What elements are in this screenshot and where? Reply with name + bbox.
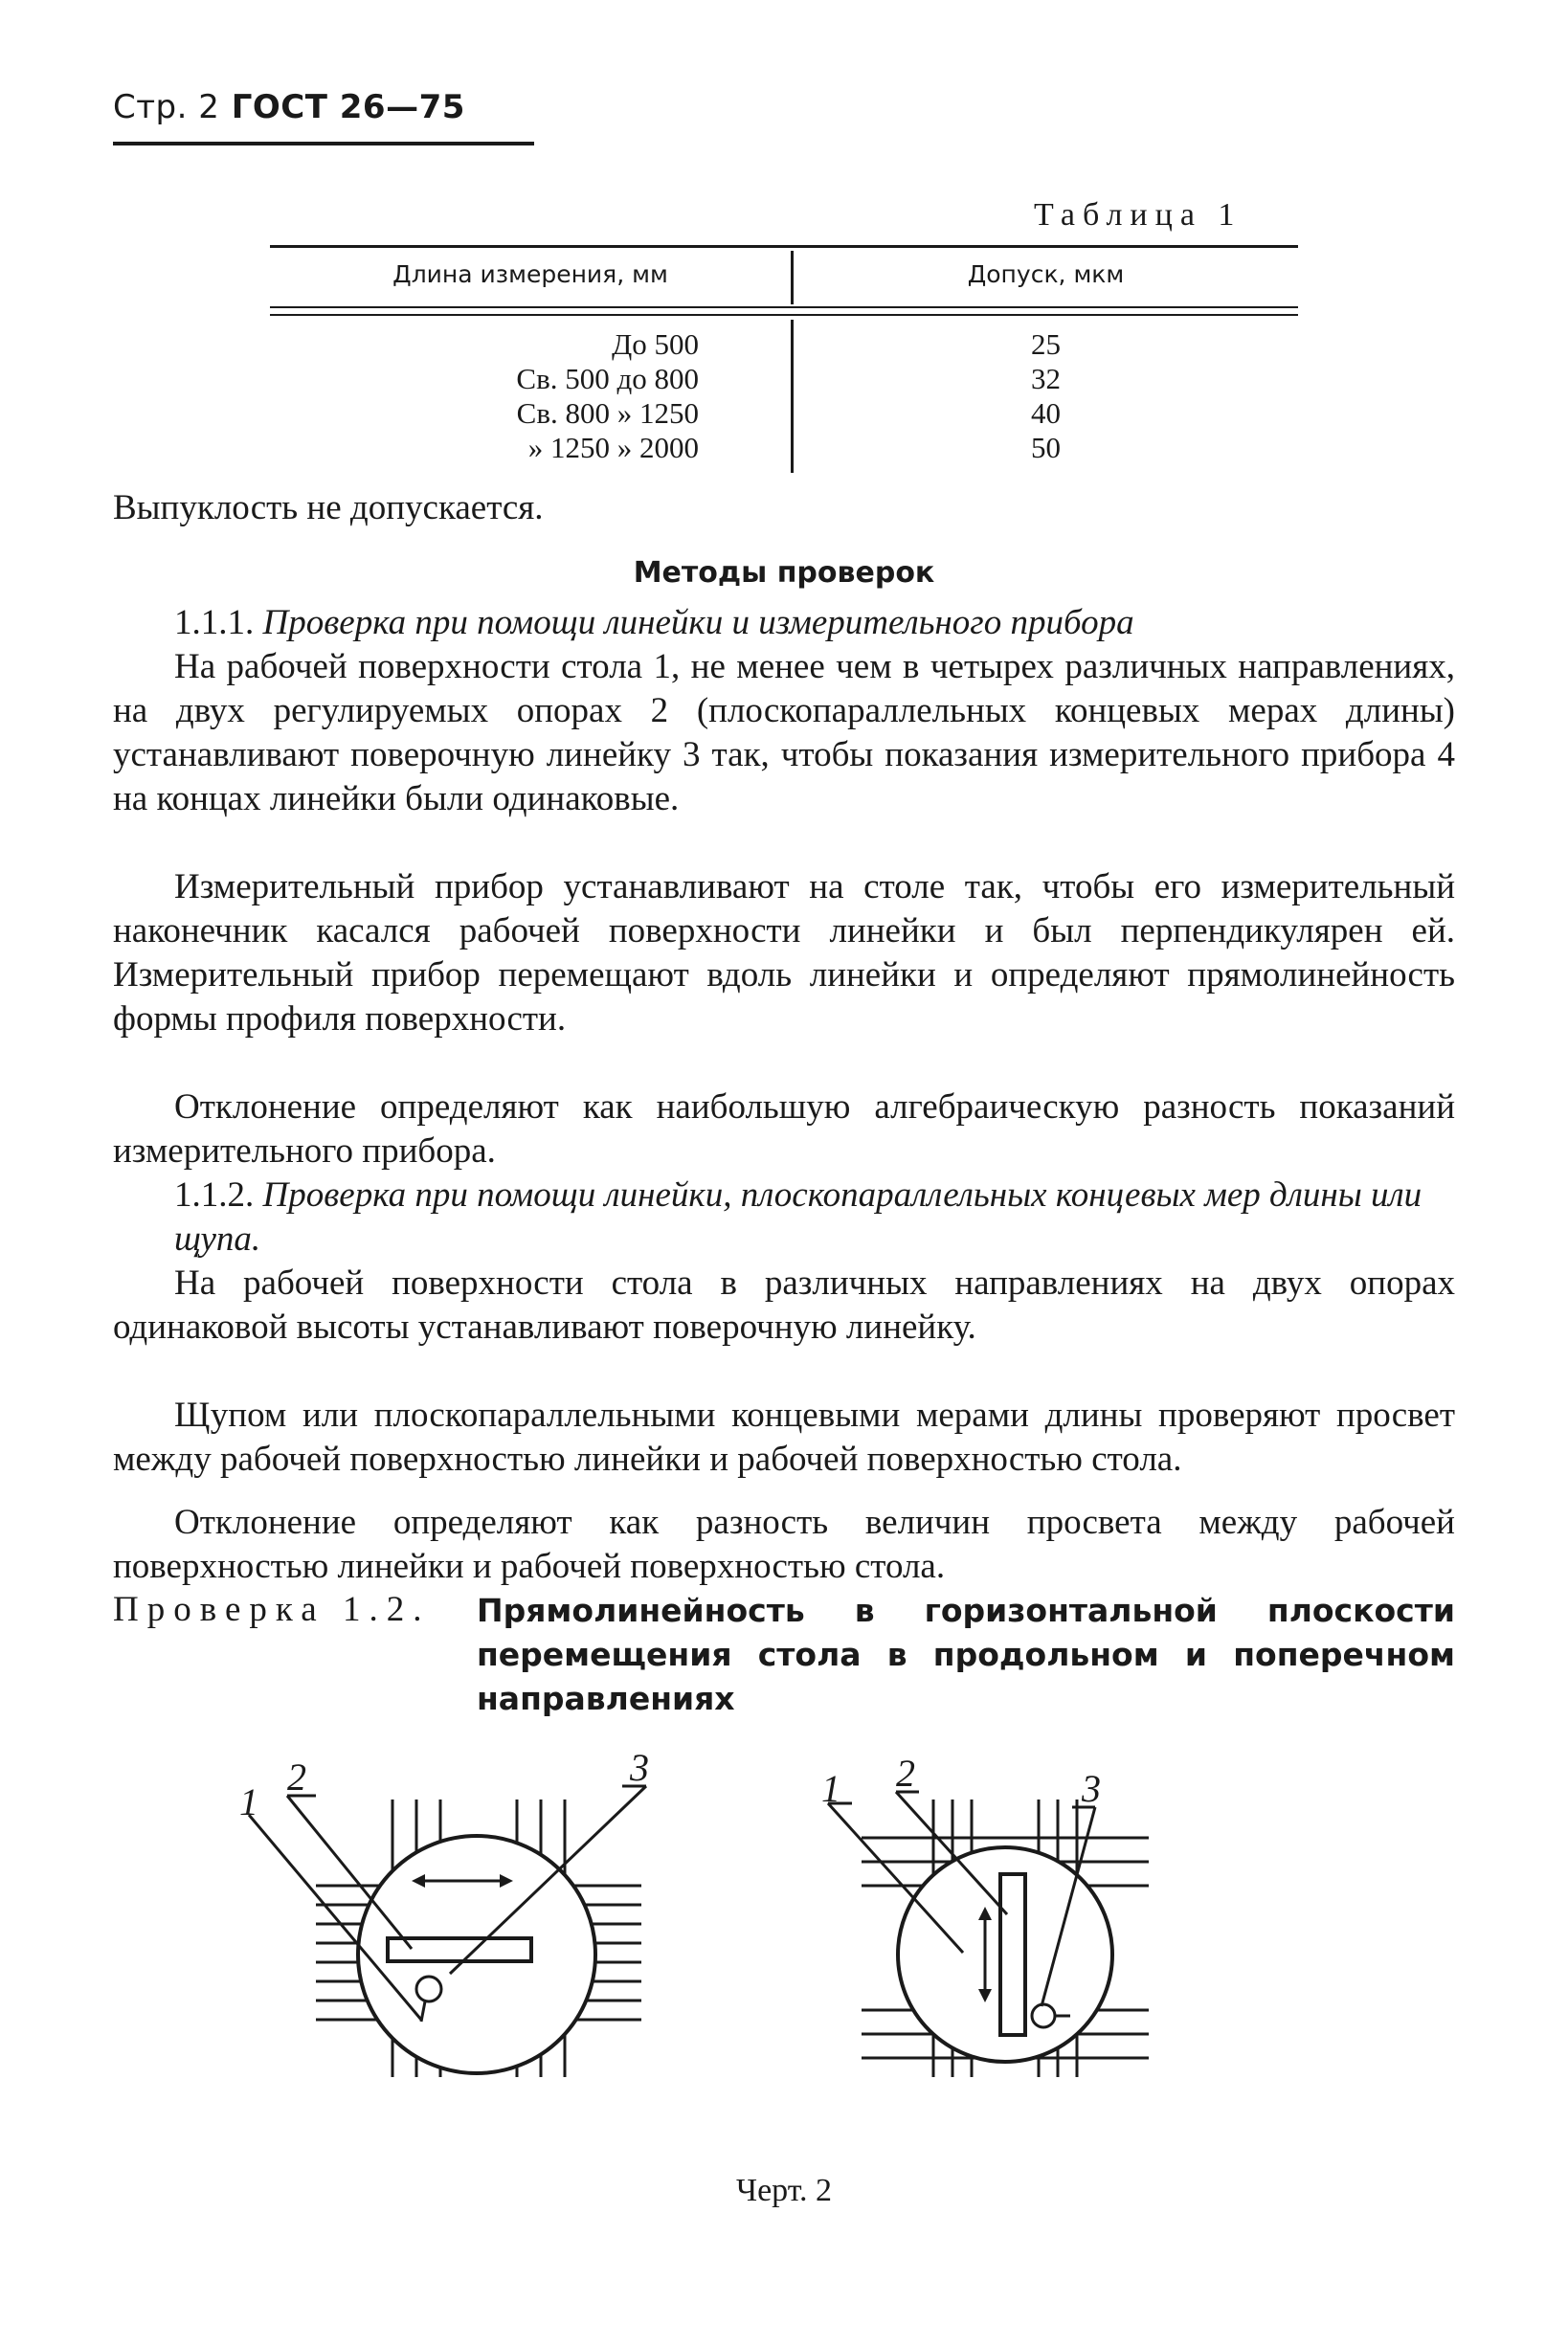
table-cell-length: » 1250 » 2000 <box>527 431 699 464</box>
document-code: ГОСТ 26—75 <box>231 88 465 126</box>
section-title: Проверка при помощи линейки и измерительного прибора <box>262 603 1134 642</box>
left-label-1: 1 <box>239 1780 258 1823</box>
paragraph: Щупом или плоскопараллельными концевыми мерами длины проверяют просвет между рабочей поверхностью линейки и рабочей поверхностью стола. <box>113 1396 1455 1479</box>
page-header <box>113 88 465 126</box>
check-label: Проверка 1.2. <box>113 1590 431 1629</box>
paragraph: Измерительный прибор устанавливают на столе так, чтобы его измерительный наконечник касался рабочей поверхности линейки и был перпендикулярен ей. Измерительный прибор перемещают вдоль линейки и определяют прямолинейность формы профиля поверхности. <box>113 867 1455 1039</box>
section-1-1-2-heading <box>174 1174 1455 1262</box>
paragraph: На рабочей поверхности стола 1, не менее чем в четырех различных направлениях, на двух регулируемых опорах 2 (плоскопараллельных концевых мерах длины) устанавливают поверочную линейку 3 так, чтобы показания измерительного прибора 4 на концах линейки были одинаковые. <box>113 647 1455 818</box>
section-number: 1.1.2. <box>174 1175 255 1215</box>
paragraph: Отклонение определяют как наибольшую алгебраическую разность показаний измерительного прибора. <box>113 1087 1455 1171</box>
right-label-3: 3 <box>1082 1767 1101 1810</box>
table-cell-length: До 500 <box>612 327 699 361</box>
left-label-3: 3 <box>630 1746 649 1789</box>
table-header-rule-double <box>270 314 1298 316</box>
table-cell-length: Св. 500 до 800 <box>516 362 699 395</box>
right-label-1: 1 <box>821 1767 840 1810</box>
table-top-rule <box>270 245 1298 248</box>
header-rule <box>113 142 534 145</box>
left-label-2: 2 <box>287 1755 306 1799</box>
left-view <box>249 1786 646 2077</box>
figure-drawing <box>230 1723 1302 2144</box>
table-caption: Таблица 1 <box>1034 197 1243 233</box>
table-header-length: Длина измерения, мм <box>392 260 668 288</box>
convexity-note: Выпуклость не допускается. <box>113 488 544 527</box>
check-title: Прямолинейность в горизонтальной плоскости перемещения стола в продольном и поперечном направлениях <box>477 1592 1455 1717</box>
table-cell-length: Св. 800 » 1250 <box>516 396 699 430</box>
right-view <box>828 1792 1149 2077</box>
section-number: 1.1.1. <box>174 603 255 642</box>
section-title: Проверка при помощи линейки, плоскопараллельных концевых мер длины или щупа. <box>174 1175 1422 1259</box>
table-header-tolerance: Допуск, мкм <box>967 260 1125 288</box>
table-cell-tolerance: 25 <box>1031 327 1061 361</box>
page-number: Стр. 2 <box>113 88 220 126</box>
figure-caption: Черт. 2 <box>735 2173 833 2208</box>
methods-heading: Методы проверок <box>633 556 935 590</box>
table-cell-tolerance: 32 <box>1031 362 1061 395</box>
paragraph: Отклонение определяют как разность величин просвета между рабочей поверхностью линейки и рабочей поверхностью стола. <box>113 1503 1455 1586</box>
paragraph: На рабочей поверхности стола в различных направлениях на двух опорах одинаковой высоты устанавливают поверочную линейку. <box>113 1263 1455 1347</box>
section-1-1-1-heading <box>174 601 1455 645</box>
table-cell-tolerance: 40 <box>1031 396 1061 430</box>
right-label-2: 2 <box>896 1752 915 1795</box>
table-cell-tolerance: 50 <box>1031 431 1061 464</box>
table-header-rule <box>270 306 1298 308</box>
